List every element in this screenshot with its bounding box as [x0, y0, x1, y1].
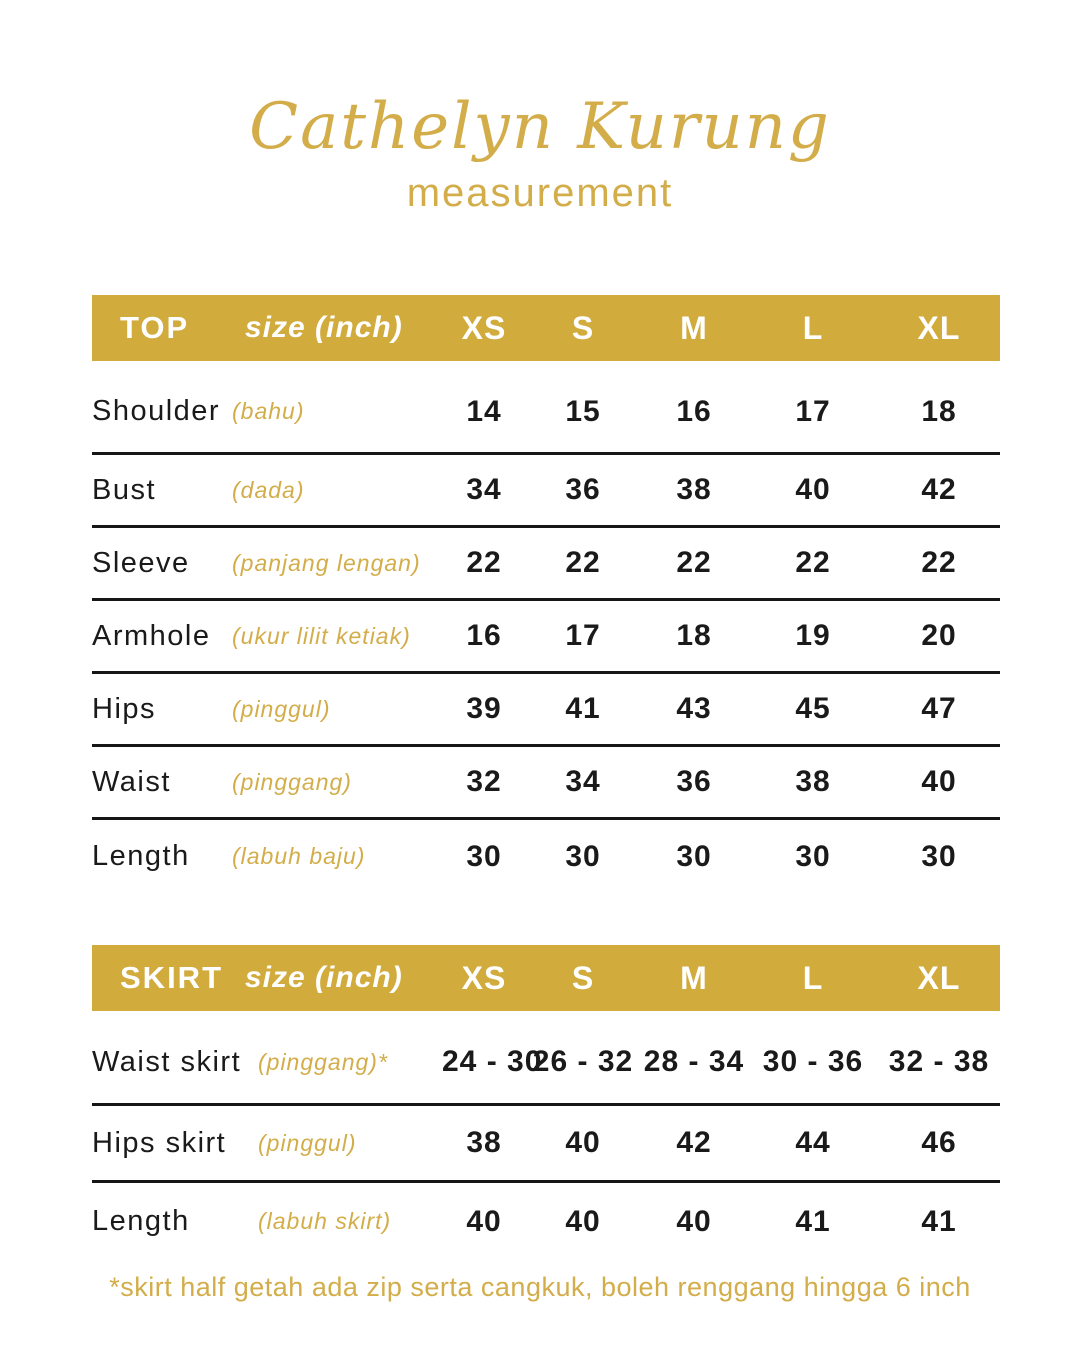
- size-col-s: S: [571, 309, 595, 346]
- size-value: 43: [676, 692, 712, 725]
- size-value: 42: [676, 1126, 712, 1159]
- size-value: 20: [921, 619, 957, 652]
- table-title-top: TOP: [120, 310, 190, 345]
- table-row: [92, 528, 1000, 601]
- size-value: 22: [565, 546, 601, 579]
- size-value: 18: [921, 394, 957, 428]
- row-label: Bust: [92, 473, 157, 506]
- size-value: 16: [676, 394, 712, 428]
- skirt-table-body: [92, 1011, 1000, 1260]
- size-value: 30: [795, 839, 831, 873]
- size-value: 36: [565, 473, 601, 506]
- row-translation: (ukur lilit ketiak): [232, 622, 411, 649]
- size-value: 38: [795, 765, 831, 798]
- brand-header: [0, 85, 1080, 216]
- row-label: Armhole: [92, 619, 211, 652]
- size-value: 22: [921, 546, 957, 579]
- size-value: 30 - 36: [762, 1045, 864, 1078]
- row-label: Length: [92, 840, 190, 872]
- size-col-m: M: [680, 959, 708, 996]
- size-value: 34: [466, 473, 502, 506]
- row-translation: (pinggul): [258, 1129, 357, 1156]
- row-label: Length: [92, 1205, 190, 1237]
- size-value: 41: [921, 1204, 957, 1238]
- table-row: [92, 674, 1000, 747]
- size-value: 40: [565, 1126, 601, 1159]
- row-translation: (pinggang)*: [258, 1048, 388, 1075]
- size-value: 40: [676, 1204, 712, 1238]
- size-value: 22: [795, 546, 831, 579]
- row-translation: (pinggang): [232, 768, 352, 795]
- size-value: 14: [466, 394, 502, 428]
- size-value: 30: [921, 839, 957, 873]
- table-row: [92, 601, 1000, 674]
- size-value: 40: [921, 765, 957, 798]
- size-value: 38: [466, 1126, 502, 1159]
- size-value: 42: [921, 473, 957, 506]
- row-label: Waist skirt: [92, 1045, 242, 1078]
- size-value: 16: [466, 619, 502, 652]
- table-row: [92, 1011, 1000, 1106]
- size-value: 30: [466, 839, 502, 873]
- table-row: [92, 1106, 1000, 1183]
- size-value: 26 - 32: [532, 1045, 634, 1078]
- size-value: 46: [921, 1126, 957, 1159]
- table-row: [92, 820, 1000, 893]
- size-col-xs: XS: [461, 959, 507, 996]
- size-value: 38: [676, 473, 712, 506]
- table-row: [92, 361, 1000, 455]
- size-value: 39: [466, 692, 502, 725]
- size-value: 28 - 34: [643, 1045, 745, 1078]
- row-translation: (labuh skirt): [258, 1208, 392, 1234]
- size-value: 44: [795, 1126, 831, 1159]
- row-translation: (pinggul): [232, 695, 331, 722]
- row-label: Hips: [92, 692, 157, 725]
- size-value: 34: [565, 765, 601, 798]
- row-translation: (bahu): [232, 398, 305, 424]
- size-value: 32: [466, 765, 502, 798]
- size-col-xl: XL: [917, 309, 961, 346]
- size-value: 41: [565, 692, 601, 725]
- top-table-body: [92, 361, 1000, 893]
- size-value: 45: [795, 692, 831, 725]
- top-size-table: [92, 295, 1000, 893]
- row-label: Hips skirt: [92, 1126, 227, 1159]
- size-value: 15: [565, 394, 601, 428]
- size-unit-label: size (inch): [245, 961, 403, 994]
- size-value: 18: [676, 619, 712, 652]
- row-translation: (panjang lengan): [232, 549, 421, 576]
- size-col-l: L: [802, 309, 824, 346]
- size-value: 17: [565, 619, 601, 652]
- size-value: 40: [565, 1204, 601, 1238]
- row-translation: (dada): [232, 476, 305, 503]
- row-label: Shoulder: [92, 395, 221, 427]
- brand-title: Cathelyn Kurung: [249, 90, 831, 164]
- size-value: 40: [795, 473, 831, 506]
- size-value: 24 - 30: [442, 1045, 543, 1078]
- size-value: 17: [795, 394, 831, 428]
- size-value: 36: [676, 765, 712, 798]
- page-subtitle: measurement: [406, 171, 674, 216]
- size-value: 22: [466, 546, 502, 579]
- table-title-skirt: SKIRT: [120, 960, 223, 995]
- row-label: Sleeve: [92, 546, 190, 579]
- size-value: 22: [676, 546, 712, 579]
- size-col-xs: XS: [461, 309, 507, 346]
- size-col-s: S: [571, 959, 595, 996]
- top-table-header: [92, 295, 1000, 361]
- size-value: 47: [921, 692, 957, 725]
- size-unit-label: size (inch): [245, 311, 403, 344]
- row-translation: (labuh baju): [232, 843, 366, 869]
- size-col-m: M: [680, 309, 708, 346]
- size-value: 40: [466, 1204, 502, 1238]
- table-row: [92, 455, 1000, 528]
- size-value: 19: [795, 619, 831, 652]
- size-col-l: L: [802, 959, 824, 996]
- table-row: [92, 1183, 1000, 1260]
- skirt-footnote: *skirt half getah ada zip serta cangkuk, boleh renggang hingga 6 inch: [109, 1272, 971, 1302]
- size-value: 30: [565, 839, 601, 873]
- skirt-size-table: [92, 945, 1000, 1260]
- table-row: [92, 747, 1000, 820]
- size-value: 41: [795, 1204, 831, 1238]
- size-value: 30: [676, 839, 712, 873]
- skirt-table-header: [92, 945, 1000, 1011]
- size-value: 32 - 38: [888, 1045, 990, 1078]
- size-col-xl: XL: [917, 959, 961, 996]
- row-label: Waist: [92, 765, 171, 798]
